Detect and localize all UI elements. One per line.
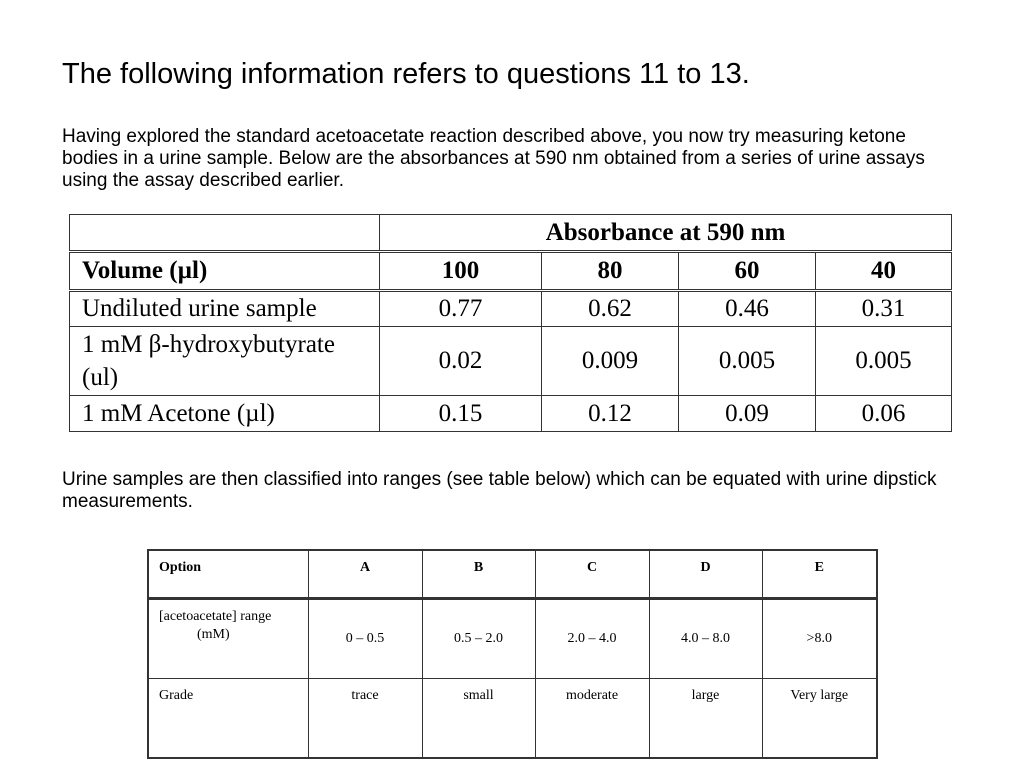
volume-cell: 80	[542, 251, 679, 291]
range-label-line1: [acetoacetate] range	[159, 609, 272, 624]
table-cell: 0.009	[542, 326, 679, 396]
grade-cell: large	[649, 679, 762, 759]
table-cell: 0.46	[679, 291, 816, 326]
absorbance-table	[69, 214, 952, 432]
option-cell: A	[308, 550, 422, 599]
table-cell: 0.005	[816, 326, 952, 396]
range-cell: 4.0 – 8.0	[649, 599, 762, 679]
option-cell: C	[535, 550, 649, 599]
table-cell: 0.06	[816, 396, 952, 432]
table-row	[70, 291, 952, 326]
range-cell: 0.5 – 2.0	[422, 599, 535, 679]
classification-paragraph: Urine samples are then classified into ranges (see table below) which can be equated with urine dipstick measurements.	[62, 469, 937, 512]
grade-label: Grade	[148, 679, 308, 759]
volume-cell: 40	[816, 251, 952, 291]
grade-cell: Very large	[762, 679, 877, 759]
absorbance-group-header: Absorbance at 590 nm	[380, 215, 952, 252]
range-label-line2: (mM)	[197, 627, 230, 642]
option-cell: E	[762, 550, 877, 599]
page-heading: The following information refers to questions 11 to 13.	[62, 58, 750, 90]
table-cell: 0.005	[679, 326, 816, 396]
range-table	[147, 549, 878, 759]
grade-cell: trace	[308, 679, 422, 759]
table-cell: 0.77	[380, 291, 542, 326]
grade-cell: moderate	[535, 679, 649, 759]
grade-cell: small	[422, 679, 535, 759]
row-label: Undiluted urine sample	[70, 291, 380, 326]
volume-cell: 100	[380, 251, 542, 291]
table-cell: 0.62	[542, 291, 679, 326]
option-label: Option	[148, 550, 308, 599]
grade-row	[148, 679, 877, 759]
option-cell: D	[649, 550, 762, 599]
volume-cell: 60	[679, 251, 816, 291]
absorbance-header-row	[70, 215, 952, 252]
row-label: 1 mM Acetone (µl)	[70, 396, 380, 432]
volume-row	[70, 251, 952, 291]
table-cell: 0.15	[380, 396, 542, 432]
table-cell: 0.09	[679, 396, 816, 432]
option-row	[148, 550, 877, 599]
range-label	[148, 599, 308, 679]
range-row	[148, 599, 877, 679]
range-cell: >8.0	[762, 599, 877, 679]
option-cell: B	[422, 550, 535, 599]
volume-label: Volume (µl)	[70, 251, 380, 291]
range-cell: 0 – 0.5	[308, 599, 422, 679]
empty-corner-cell	[70, 215, 380, 252]
row-label: 1 mM β-hydroxybutyrate (ul)	[70, 326, 380, 396]
table-row	[70, 326, 952, 396]
table-cell: 0.02	[380, 326, 542, 396]
table-cell: 0.12	[542, 396, 679, 432]
table-row	[70, 396, 952, 432]
intro-paragraph: Having explored the standard acetoacetate reaction described above, you now try measuring ketone bodies in a urine sample. Below are the absorbances at 590 nm obtained from a series of urine assays using the assay described earlier.	[62, 126, 925, 191]
table-cell: 0.31	[816, 291, 952, 326]
range-cell: 2.0 – 4.0	[535, 599, 649, 679]
